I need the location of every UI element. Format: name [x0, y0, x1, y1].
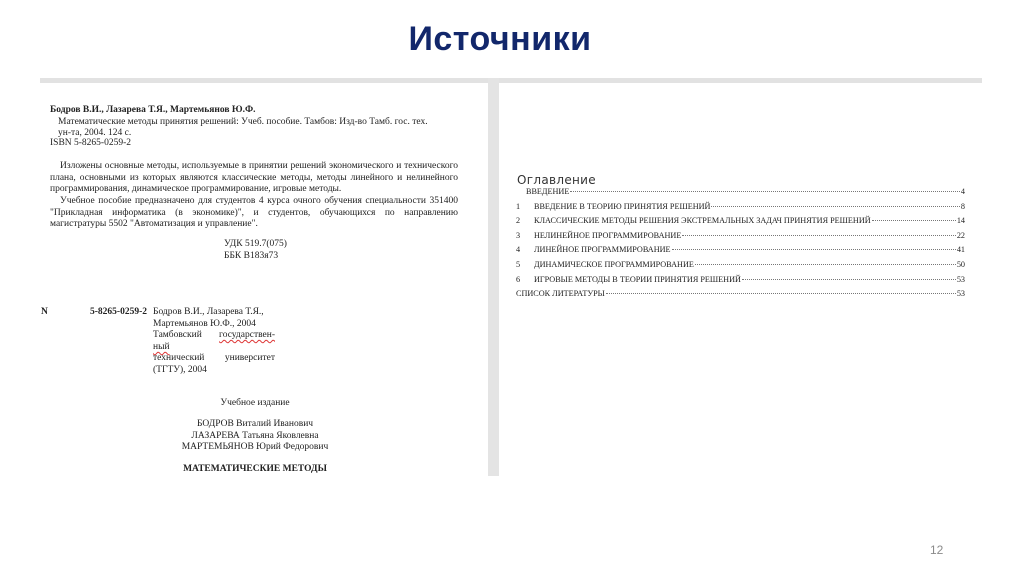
- toc-leader-dots: [872, 220, 956, 221]
- toc-entry-page: 50: [956, 259, 965, 269]
- toc-entry-number: 2: [516, 216, 521, 226]
- copyright-line-5a: технический: [153, 353, 205, 364]
- toc-leader-dots: [570, 191, 960, 192]
- toc-heading: Оглавление: [517, 173, 596, 187]
- copyright-line-5b: университет: [224, 353, 275, 364]
- toc-entry-text: НЕЛИНЕЙНОЕ ПРОГРАММИРОВАНИЕ: [534, 230, 682, 240]
- toc-entry-number: 1: [516, 201, 521, 211]
- book-authors: Бодров В.И., Лазарева Т.Я., Мартемьянов Ю.Ф.: [50, 105, 256, 115]
- toc-entry-text: КЛАССИЧЕСКИЕ МЕТОДЫ РЕШЕНИЯ ЭКСТРЕМАЛЬНЫХ ЗАДАЧ ПРИНЯТИЯ РЕШЕНИЙ: [534, 216, 871, 226]
- toc-entry-text: ВВЕДЕНИЕ В ТЕОРИЮ ПРИНЯТИЯ РЕШЕНИЙ: [534, 201, 711, 211]
- abstract-paragraph: Изложены основные методы, используемые в принятии решений экономического и технического плана, основными из которых являются классические методы, методы линейного и нелинейного программирования, динамическое программирование, игровые методы.: [50, 161, 458, 195]
- toc-entry-page: 8: [960, 201, 965, 211]
- toc-leader-dots: [695, 264, 956, 265]
- copyright-block: [153, 307, 275, 377]
- author-full-names: [140, 419, 370, 454]
- toc-entry: [516, 187, 965, 202]
- toc-entry: [516, 260, 965, 275]
- toc-entry-page: 41: [956, 245, 965, 255]
- left-document-page: [40, 83, 488, 476]
- table-of-contents: [516, 187, 965, 304]
- copyright-line-6: (ТГТУ), 2004: [153, 364, 207, 375]
- toc-entry-text: ДИНАМИЧЕСКОЕ ПРОГРАММИРОВАНИЕ: [534, 259, 694, 269]
- isbn-fragment: N: [41, 307, 48, 317]
- toc-entry-number: 5: [516, 259, 521, 269]
- bibliography-line-1: Математические методы принятия решений: Учеб. пособие. Тамбов: Изд-во Тамб. гос. тех.: [58, 117, 428, 127]
- copyright-line-4: ный: [153, 341, 170, 352]
- toc-entry-number: 6: [516, 274, 521, 284]
- toc-entry-page: 4: [960, 187, 965, 196]
- toc-entry-text: ЛИНЕЙНОЕ ПРОГРАММИРОВАНИЕ: [534, 245, 671, 255]
- toc-entry: [516, 202, 965, 217]
- bbk-code: ББК В183я73: [224, 251, 279, 261]
- udk-code: УДК 519.7(075): [224, 239, 287, 249]
- toc-entry-text: СПИСОК ЛИТЕРАТУРЫ: [516, 289, 605, 299]
- toc-leader-dots: [606, 293, 956, 294]
- author-name: МАРТЕМЬЯНОВ Юрий Федорович: [181, 442, 329, 453]
- bibliography-line-2: ун-та, 2004. 124 с.: [58, 128, 132, 138]
- vertical-divider-bar: [488, 78, 499, 476]
- isbn-bold: 5-8265-0259-2: [90, 307, 147, 317]
- toc-leader-dots: [742, 279, 956, 280]
- toc-entry: [516, 231, 965, 246]
- copyright-line-2: Мартемьянов Ю.Ф., 2004: [153, 318, 256, 329]
- toc-entry: [516, 275, 965, 290]
- toc-entry: [516, 245, 965, 260]
- book-title: МАТЕМАТИЧЕСКИЕ МЕТОДЫ: [183, 464, 327, 474]
- toc-leader-dots: [672, 249, 956, 250]
- toc-entry-text: ВВЕДЕНИЕ: [526, 187, 570, 196]
- isbn: ISBN 5-8265-0259-2: [50, 138, 132, 148]
- toc-entry-number: 4: [516, 245, 521, 255]
- toc-entry-page: 14: [956, 216, 965, 226]
- toc-entry-page: 22: [956, 230, 965, 240]
- author-name: ЛАЗАРЕВА Татьяна Яковлевна: [191, 430, 319, 441]
- toc-entry-page: 53: [956, 274, 965, 284]
- copyright-line-3b: государствен-: [219, 330, 275, 341]
- author-name: БОДРОВ Виталий Иванович: [196, 419, 314, 429]
- toc-leader-dots: [682, 235, 955, 236]
- toc-entry-page: 53: [956, 289, 965, 299]
- edition-type: Учебное издание: [220, 398, 290, 408]
- toc-entry: [516, 216, 965, 231]
- copyright-line-1: Бодров В.И., Лазарева Т.Я.,: [153, 307, 264, 317]
- purpose-paragraph: Учебное пособие предназначено для студентов 4 курса очного обучения специальности 351400 "Прикладная информатика (в экономике)", и студентов, обучающихся по направлению магистратуры 5502 "Автоматизация и управление".: [50, 196, 458, 230]
- right-document-page: [499, 83, 982, 476]
- toc-entry-text: ИГРОВЫЕ МЕТОДЫ В ТЕОРИИ ПРИНЯТИЯ РЕШЕНИЙ: [534, 274, 741, 284]
- slide-title: Источники: [408, 20, 592, 58]
- toc-leader-dots: [711, 206, 959, 207]
- toc-entry-number: 3: [516, 230, 521, 240]
- copyright-line-3a: Тамбовский: [153, 330, 202, 341]
- toc-entry: [516, 289, 965, 304]
- slide-number: 12: [930, 543, 944, 557]
